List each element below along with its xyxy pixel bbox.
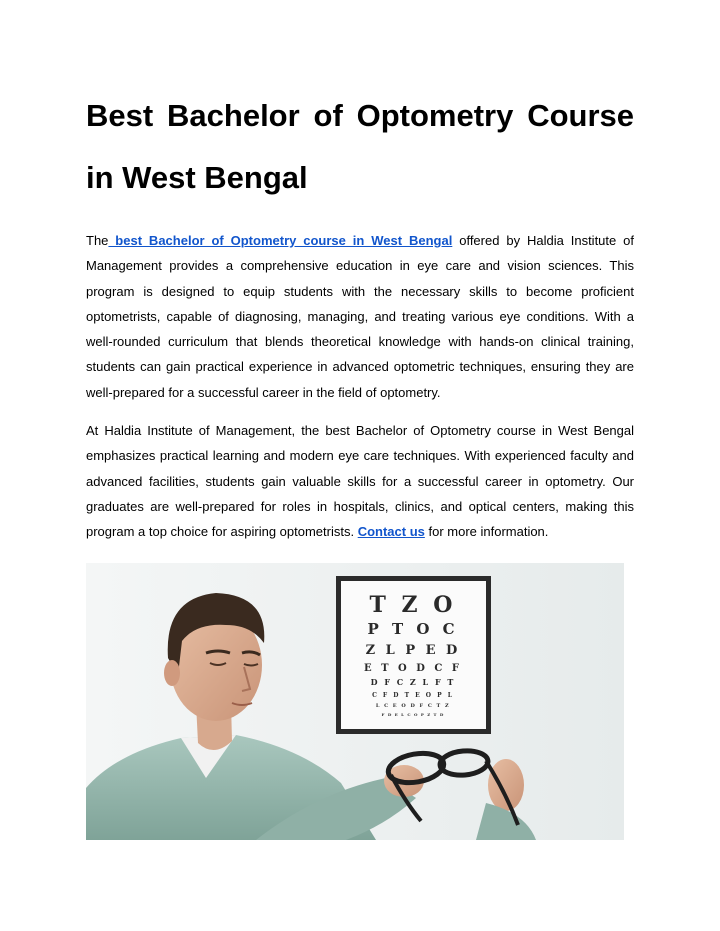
eye-chart-row: D F C Z L F T [370, 677, 456, 687]
page-title-line-1: Best Bachelor of Optometry Course [86, 98, 634, 133]
eye-chart-row: F D E L C O P Z T D [381, 712, 445, 717]
eye-chart-row: P T O C [367, 620, 459, 638]
eye-chart-row: E T O D C F [364, 663, 462, 674]
eye-chart-row: T Z O [369, 592, 457, 618]
intro-body: offered by Haldia Institute of Management provides a comprehensive education in eye care and vision sciences. This program is designed to equip students with the necessary skills to become proficient optometrists, capable of diagnosing, managing, and treating various eye conditions. With a well-rounded curriculum that blends theoretical knowledge with hands-on clinical training, students can gain practical experience in advanced optometric techniques, ensuring they are well-prepared for a successful career in the field of optometry. [86, 233, 634, 400]
eye-chart [336, 576, 491, 734]
details-paragraph [86, 418, 634, 544]
details-tail: for more information. [424, 524, 549, 540]
contact-us-link[interactable]: Contact us [357, 524, 425, 540]
eye-chart-row: Z L P E D [365, 643, 461, 658]
intro-lead: The [86, 233, 109, 248]
page-title-line-2: in West Bengal [86, 160, 308, 195]
eye-chart-row: C F D T E O P L [372, 692, 454, 699]
intro-paragraph [86, 228, 634, 405]
student-eye-chart-photo [86, 563, 624, 840]
eye-chart-row: L C E O D F C T Z [375, 703, 451, 709]
details-body: At Haldia Institute of Management, the best Bachelor of Optometry course in West Bengal emphasizes practical learning and modern eye care techniques. With experienced faculty and advanced facilities, students gain valuable skills for a successful career in optometry. Our graduates are well-prepared for roles in hospitals, clinics, and optical centers, making this program a top choice for aspiring optometrists. [86, 423, 634, 540]
course-link[interactable]: best Bachelor of Optometry course in West Bengal [108, 233, 453, 248]
